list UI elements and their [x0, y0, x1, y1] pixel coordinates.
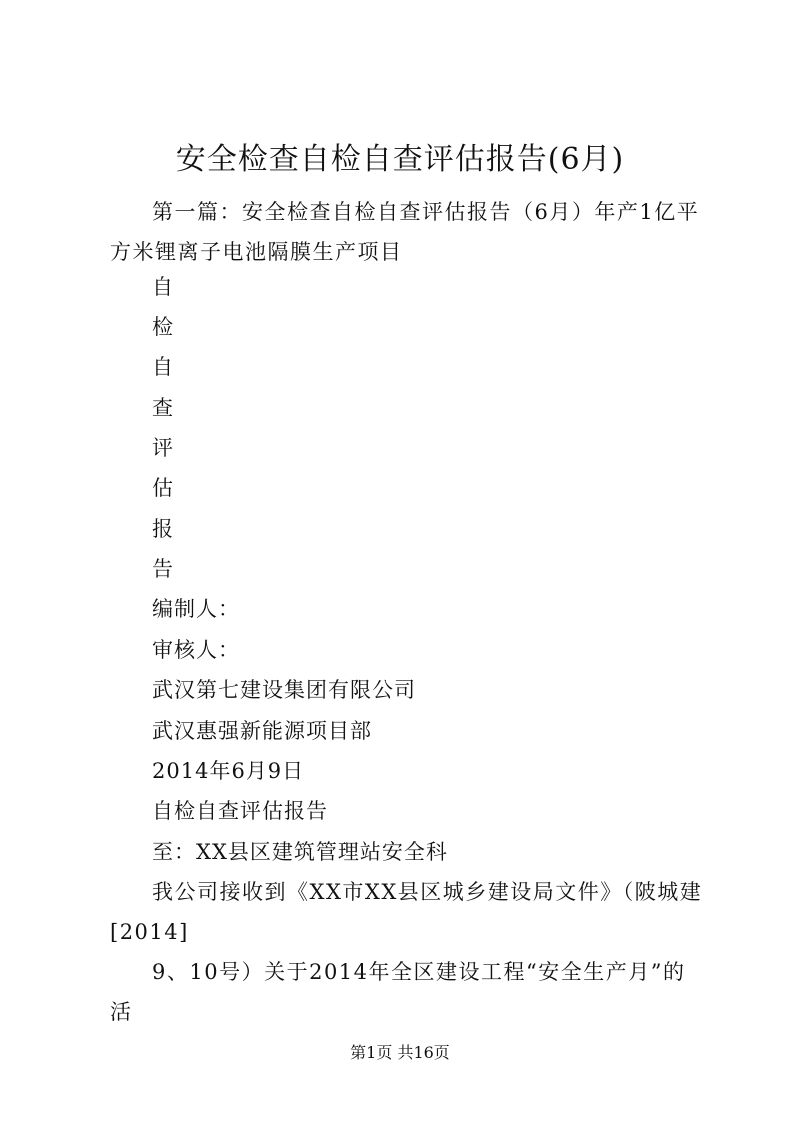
vertical-char-3: 自: [152, 355, 174, 379]
body-paragraph-1: 我公司接收到《XX市XX县区城乡建设局文件》（陂城建[2014]: [110, 880, 703, 944]
compiler-label: 编制人：: [152, 597, 240, 621]
page-footer: 第1页 共16页: [350, 1043, 450, 1062]
company-name: 武汉第七建设集团有限公司: [152, 678, 416, 702]
project-department: 武汉惠强新能源项目部: [152, 719, 372, 743]
intro-paragraph: 第一篇：安全检查自检自查评估报告（6月）年产1亿平方米锂离子电池隔膜生产项目: [110, 200, 700, 264]
vertical-char-8: 告: [152, 557, 174, 581]
vertical-char-2: 检: [152, 315, 174, 339]
vertical-char-5: 评: [152, 436, 174, 460]
recipient-line: 至：XX县区建筑管理站安全科: [152, 840, 448, 864]
vertical-char-6: 估: [152, 476, 174, 500]
vertical-char-4: 查: [152, 396, 174, 420]
report-heading: 自检自查评估报告: [152, 799, 328, 823]
vertical-char-7: 报: [152, 517, 174, 541]
vertical-char-1: 自: [152, 275, 174, 299]
document-title: 安全检查自检自查评估报告(6月): [175, 142, 625, 177]
reviewer-label: 审核人：: [152, 638, 240, 662]
report-date: 2014年6月9日: [152, 759, 305, 783]
body-paragraph-2: 9、10号）关于2014年全区建设工程“安全生产月”的活: [110, 960, 686, 1024]
